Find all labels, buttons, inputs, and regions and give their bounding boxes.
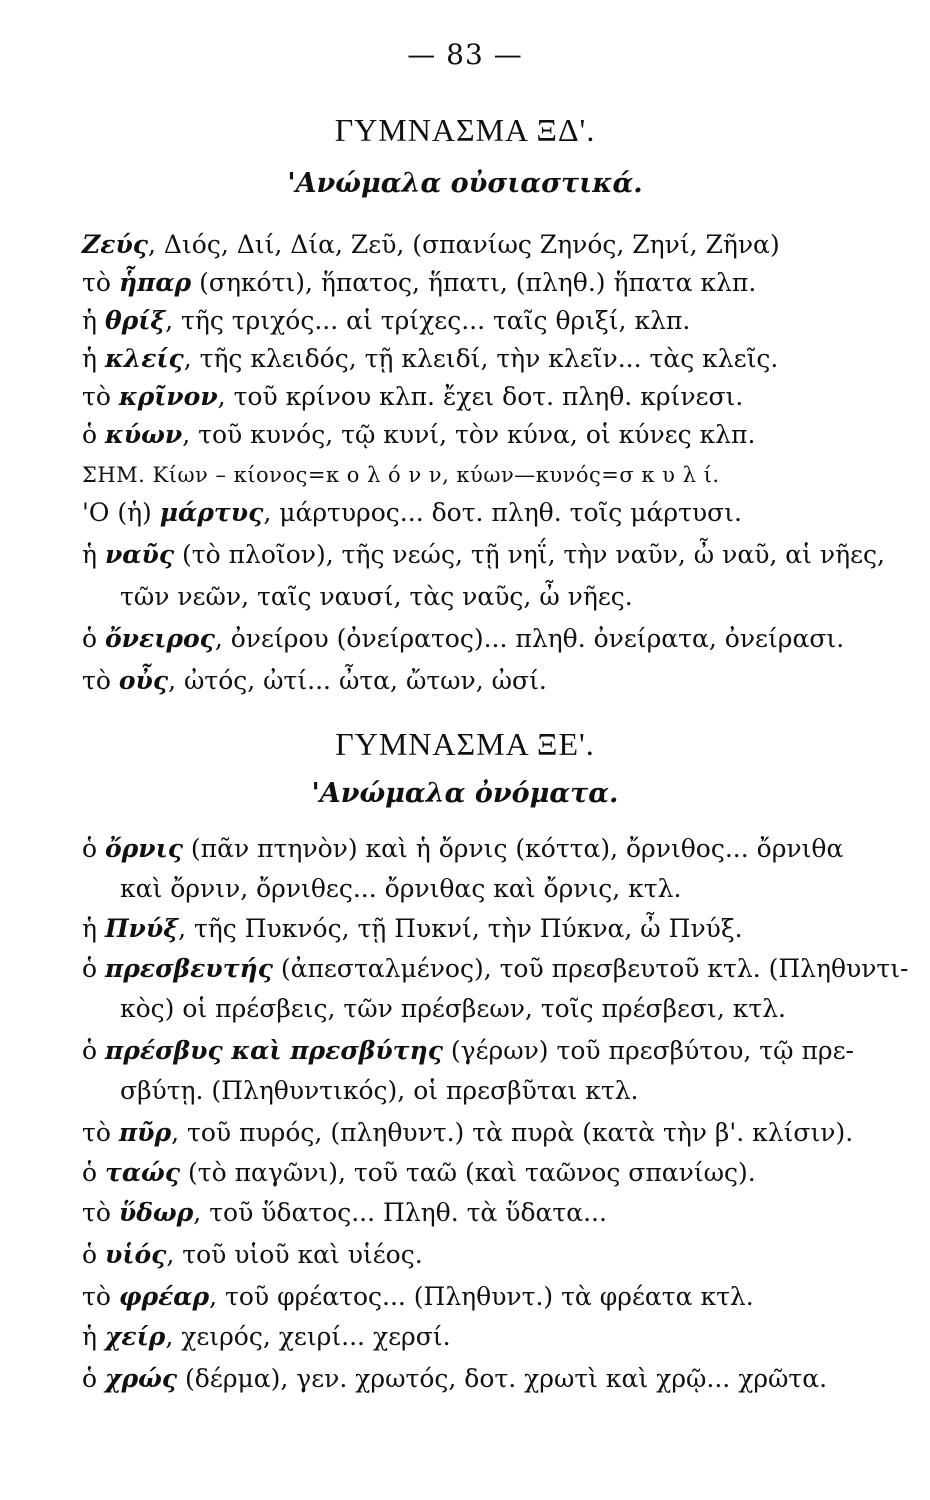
entry-line: Ζεύς, Διός, Διί, Δία, Ζεῦ, (σπανίως Ζηνός, Ζηνί, Ζῆνα) [82,230,780,259]
entry-line: τὸ ὕδωρ, τοῦ ὕδατος... Πληθ. τὰ ὕδατα... [82,1198,607,1227]
entry-line: τὸ οὖς, ὠτός, ὠτί... ὦτα, ὤτων, ὠσί. [82,666,547,695]
entry-line: τὸ κρῖνον, τοῦ κρίνου κλπ. ἔχει δοτ. πληθ. κρίνεσι. [82,382,744,411]
entry-line: ἡ χείρ, χειρός, χειρί... χερσί. [82,1322,451,1351]
entry-line: ὁ πρεσβευτής (ἀπεσταλμένος), τοῦ πρεσβευτοῦ κτλ. (Πληθυντι- [82,954,909,983]
entry-line: 'Ο (ἡ) μάρτυς, μάρτυρος... δοτ. πληθ. τοῖς μάρτυσι. [82,498,742,527]
entry-line: ὁ ταώς (τὸ παγῶνι), τοῦ ταῶ (καὶ ταῶνος σπανίως). [82,1158,756,1187]
section-1-subtitle: 'Ανώμαλα οὐσιαστικά. [287,168,643,199]
entry-continuation: καὶ ὄρνιν, ὄρνιθες... ὄρνιθας καὶ ὄρνις, κτλ. [120,874,682,903]
entry-line: τὸ πῦρ, τοῦ πυρός, (πληθυντ.) τὰ πυρὰ (κατὰ τὴν β'. κλίσιν). [82,1118,854,1147]
entry-line: τὸ φρέαρ, τοῦ φρέατος... (Πληθυντ.) τὰ φρέατα κτλ. [82,1282,754,1311]
section-2-subtitle: 'Ανώμαλα ὀνόματα. [311,778,619,809]
entry-line: ἡ ναῦς (τὸ πλοῖον), τῆς νεώς, τῇ νηΐ, τὴν ναῦν, ὦ ναῦ, αἱ νῆες, [82,540,885,569]
entry-continuation: κὸς) οἱ πρέσβεις, τῶν πρέσβεων, τοῖς πρέσβεσι, κτλ. [120,994,787,1023]
entry-line: ὁ υἱός, τοῦ υἱοῦ καὶ υἱέος. [82,1240,423,1269]
entry-line: ἡ Πνύξ, τῆς Πυκνός, τῇ Πυκνί, τὴν Πύκνα, ὦ Πνύξ. [82,914,743,943]
entry-line: ὁ πρέσβυς καὶ πρεσβύτης (γέρων) τοῦ πρεσβύτου, τῷ πρε- [82,1036,854,1065]
entry-line: ὁ χρώς (δέρμα), γεν. χρωτός, δοτ. χρωτὶ καὶ χρῷ... χρῶτα. [82,1364,828,1393]
entry-continuation: σβύτῃ. (Πληθυντικός), οἱ πρεσβῦται κτλ. [120,1076,639,1105]
entry-line: ἡ κλείς, τῆς κλειδός, τῇ κλειδί, τὴν κλεῖν... τὰς κλεῖς. [82,344,779,373]
entry-line: ὁ κύων, τοῦ κυνός, τῷ κυνί, τὸν κύνα, οἱ κύνες κλπ. [82,420,756,449]
entry-line: τὸ ἧπαρ (σηκότι), ἥπατος, ἥπατι, (πληθ.) ἥπατα κλπ. [82,268,757,297]
note-line: ΣΗΜ. Κίων – κίονος=κ ο λ ό ν ν, κύων—κυνός=σ κ υ λ ί. [82,463,720,487]
entry-line: ὁ ὄνειρος, ὀνείρου (ὀνείρατος)... πληθ. ὀνείρατα, ὀνείρασι. [82,624,845,653]
entry-line: ἡ θρίξ, τῆς τριχός... αἱ τρίχες... ταῖς θριξί, κλπ. [82,306,691,335]
page-number: — 83 — [407,38,523,71]
entry-continuation: τῶν νεῶν, ταῖς ναυσί, τὰς ναῦς, ὦ νῆες. [120,582,633,611]
section-2-title: ΓΥΜΝΑΣΜΑ ΞΕ'. [335,726,595,762]
entry-line: ὁ ὄρνις (πᾶν πτηνὸν) καὶ ἡ ὄρνις (κόττα), ὄρνιθος... ὄρνιθα [82,834,844,863]
section-1-title: ΓΥΜΝΑΣΜΑ ΞΔ'. [334,112,596,148]
